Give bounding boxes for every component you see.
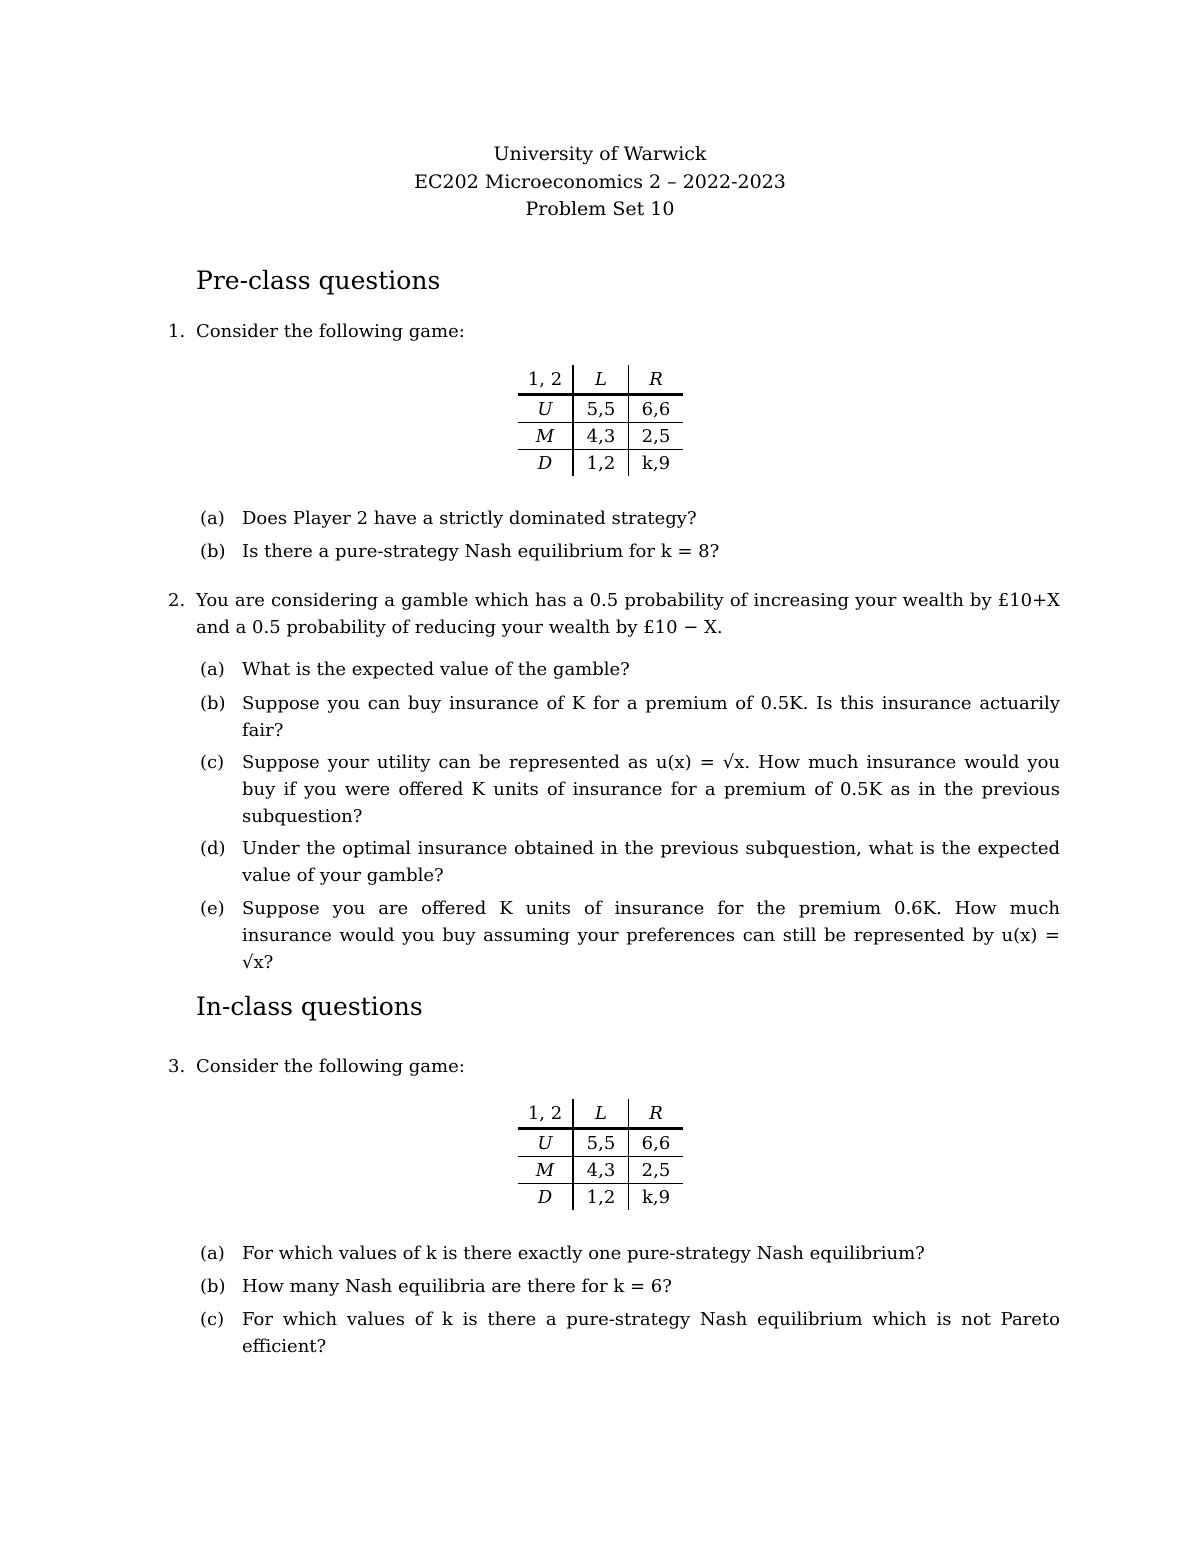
subquestion xyxy=(200,835,1060,889)
payoff-cell: 5,5 xyxy=(573,395,629,423)
subquestion-label: (b) xyxy=(200,1276,226,1297)
subquestion-label: (d) xyxy=(200,838,226,859)
column-strategy: R xyxy=(629,1099,684,1129)
question-3 xyxy=(168,1053,1060,1080)
subquestion xyxy=(200,505,1060,532)
inclass-heading: In-class questions xyxy=(196,992,423,1021)
payoff-header-row xyxy=(518,365,683,395)
subquestion xyxy=(200,690,1060,744)
subquestion-text: What is the expected value of the gamble? xyxy=(242,659,630,680)
payoff-row xyxy=(518,1157,683,1184)
payoff-cell: 5,5 xyxy=(573,1129,629,1157)
row-strategy: M xyxy=(518,1157,573,1184)
payoff-header-row xyxy=(518,1099,683,1129)
payoff-row xyxy=(518,1184,683,1211)
row-strategy: D xyxy=(537,1186,553,1208)
question-text: You are considering a gamble which has a 0.5 probability of increasing your wealth by £10+X and a 0.5 probability of reducing your wealth by £10 − X. xyxy=(196,590,1060,638)
subquestion-label: (b) xyxy=(200,693,226,714)
subquestion-text: Suppose your utility can be represented as u(x) = √x. How much insurance would you buy if you were offered K units of insurance for a premium of 0.5K as in the previous subquestion? xyxy=(242,752,1060,827)
question-2 xyxy=(168,587,1060,641)
university-name: University of Warwick xyxy=(493,143,707,165)
subquestion-label: (c) xyxy=(200,752,225,773)
subquestion-label: (a) xyxy=(200,1243,225,1264)
payoff-cell: k,9 xyxy=(641,452,671,474)
row-strategy: U xyxy=(518,1129,573,1157)
question-text: Consider the following game: xyxy=(196,321,465,342)
player-corner: 1, 2 xyxy=(518,365,573,395)
subquestion xyxy=(200,1273,1060,1300)
question-text: Consider the following game: xyxy=(196,1056,465,1077)
subquestion-label: (a) xyxy=(200,659,225,680)
payoff-row xyxy=(518,395,683,423)
subquestion-text: Suppose you can buy insurance of K for a premium of 0.5K. Is this insurance actuarily fair? xyxy=(242,693,1060,741)
subquestion-label: (b) xyxy=(200,541,226,562)
question-number: 3. xyxy=(168,1056,186,1077)
row-strategy: M xyxy=(518,423,573,450)
subquestion-text: How many Nash equilibria are there for k = 6? xyxy=(242,1276,672,1297)
payoff-cell: k,9 xyxy=(641,1186,671,1208)
payoff-cell: 6,6 xyxy=(629,395,684,423)
row-strategy: D xyxy=(537,452,553,474)
subquestion xyxy=(200,1240,1060,1267)
payoff-matrix xyxy=(518,365,683,476)
payoff-row xyxy=(518,423,683,450)
subquestion xyxy=(200,656,1060,683)
payoff-cell: 4,3 xyxy=(573,423,629,450)
question-number: 2. xyxy=(168,590,186,611)
payoff-row xyxy=(518,450,683,477)
subquestion-label: (e) xyxy=(200,898,225,919)
player-corner: 1, 2 xyxy=(518,1099,573,1129)
payoff-cell: 4,3 xyxy=(573,1157,629,1184)
subquestion-text: For which values of k is there exactly one pure-strategy Nash equilibrium? xyxy=(242,1243,925,1264)
subquestion-text: For which values of k is there a pure-strategy Nash equilibrium which is not Pareto efficient? xyxy=(242,1309,1060,1357)
payoff-cell: 1,2 xyxy=(573,450,629,477)
question-number: 1. xyxy=(168,321,186,342)
payoff-matrix xyxy=(518,1099,683,1210)
payoff-cell: 6,6 xyxy=(629,1129,684,1157)
subquestion-text: Is there a pure-strategy Nash equilibrium for k = 8? xyxy=(242,541,720,562)
subquestion xyxy=(200,895,1060,976)
preclass-heading: Pre-class questions xyxy=(196,266,441,295)
subquestion xyxy=(200,749,1060,830)
payoff-cell: 2,5 xyxy=(629,1157,684,1184)
problem-set-title: Problem Set 10 xyxy=(525,198,675,220)
subquestion-text: Suppose you are offered K units of insurance for the premium 0.6K. How much insurance would you buy assuming your preferences can still be represented by u(x) = √x? xyxy=(242,898,1060,973)
column-strategy: L xyxy=(573,365,629,395)
subquestion xyxy=(200,1306,1060,1360)
column-strategy: L xyxy=(573,1099,629,1129)
payoff-cell: 2,5 xyxy=(629,423,684,450)
subquestion-label: (c) xyxy=(200,1309,225,1330)
question-1 xyxy=(168,318,1060,345)
payoff-row xyxy=(518,1129,683,1157)
column-strategy: R xyxy=(629,365,684,395)
course-title: EC202 Microeconomics 2 – 2022-2023 xyxy=(414,171,786,193)
subquestion xyxy=(200,538,1060,565)
subquestion-text: Does Player 2 have a strictly dominated strategy? xyxy=(242,508,697,529)
subquestion-text: Under the optimal insurance obtained in the previous subquestion, what is the expected value of your gamble? xyxy=(242,838,1060,886)
payoff-cell: 1,2 xyxy=(573,1184,629,1211)
subquestion-label: (a) xyxy=(200,508,225,529)
row-strategy: U xyxy=(518,395,573,423)
